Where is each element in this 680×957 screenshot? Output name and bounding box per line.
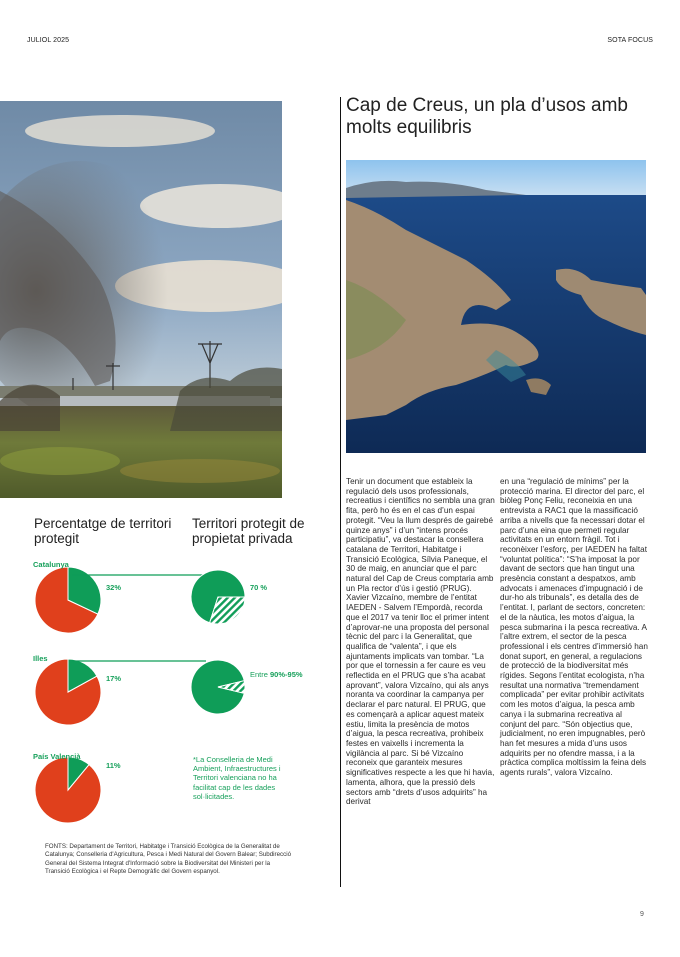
protected-pct-pais-valencia: 11% bbox=[106, 761, 121, 770]
private-pct-illes bbox=[250, 670, 303, 679]
protected-pct-catalunya: 32% bbox=[106, 583, 122, 592]
smoke-plume-photo bbox=[0, 101, 282, 498]
private-property-chart-title: Territori protegit de propietat privada bbox=[192, 516, 305, 546]
issue-date: JULIOL 2025 bbox=[27, 37, 70, 44]
private-pct-value: 90%-95% bbox=[270, 670, 303, 679]
protected-territory-chart-title: Percentatge de territori protegit bbox=[34, 516, 172, 546]
data-unavailable-note: *La Conselleria de Medi Ambient, Infraestructures i Territori valenciana no ha facilitat cap de les dades sol·licitades. bbox=[193, 755, 281, 801]
region-label-catalunya: Catalunya bbox=[33, 560, 69, 569]
private-pct-catalunya: 70 % bbox=[250, 583, 268, 592]
article-paragraph: en una “regulació de mínims” per la protecció marina. El director del parc, el biòleg Ponç Feliu, reconeixia en una entrevista a RAC1 que la massificació arriba a nivells que fa necessari dotar el parc d’una eina que permeti regular activitats en un entorn fràgil. Tot i reconèixer l’esforç, per IAEDEN ha faltat “voluntat política”: “S’ha imposat la por davant de sectors que han tingut una presència constant a despatxos, amb advocats i amenaces d’impugnació i de dur-ho als tribunals”, es detalla des de l’entitat. I, parlant de sectors, concreten: el de la nàutica, les motos d’aigua, la pesca submarina i la pesca recreativa. A l’altre extrem, el sector de la pesca professional i els centres d’immersió han donat suport, en general, a regulacions de protecció de la biodiversitat més rígides. Segons l’entitat ecologista, n’ha resultat una normativa “tremendament complicada” per evitar prohibir activitats com les motos d’aigua, la pesca amb canya i la submarina recreativa al conjunt del parc. “Són objectius que, judicialment, no eren impugnables, però han fet mesures a mida d’uns usos adquirits per no ofendre massa, i a la pràctica complica moltíssim la feina dels agents rurals”, valora Vizcaíno. bbox=[500, 477, 648, 778]
article-paragraph: Tenir un document que estableix la regulació dels usos professionals, recreatius i científics no sembla una gran fita, però ho és en el cas d’un espai protegit. “Veu la llum després de gairebé quinze anys” i d’un “intens procés participatiu”, va destacar la consellera catalana de Territori, Habitatge i Transició Ecològica, Sílvia Paneque, el 30 de maig, en anunciar que el parc natural del Cap de Creus comptaria amb un Pla rector d’ús i gestió (PRUG). Xavier Vizcaíno, membre de l’entitat IAEDEN - Salvem l’Empordà, recorda que el 2017 va tenir lloc el primer intent d’aprovar-ne una proposta del personal tècnic del parc i la Generalitat, que qualifica de “valenta”, i que els ajuntaments implicats van tombar. “La por que el tornessin a fer caure es veu reflectida en el PRUG que s’ha acabat aprovant”, valora Vizcaíno, qui als anys noranta va coordinar la campanya per declarar el parc natural. El PRUG, que es començarà a aplicar aquest mateix estiu, limita la presència de motos d’aigua, la pesca recreativa, prohibeix festes en vaixells i incrementa la vigilància al parc. Si bé Vizcaíno reconeix que garanteix mesures significatives respecte a les que hi havia, lamenta, alhora, que la pressió dels sectors amb “drets d’usos adquirits” ha derivat bbox=[346, 477, 495, 807]
article-title: Cap de Creus, un pla d’usos amb molts equilibris bbox=[346, 95, 628, 138]
pie-charts bbox=[0, 555, 340, 845]
article-body-column-2 bbox=[500, 477, 648, 778]
article-body-column-1 bbox=[346, 477, 496, 807]
sources-footnote: FONTS: Departament de Territori, Habitatge i Transició Ecològica de la Generalitat de Catalunya; Conselleria d'Agricultura, Pesca i Medi Natural del Govern Balear; Subdirecció General del Sistema Integrat d'Informació sobre la Biodiversitat del Ministeri per la Transició Ecològica i el Repte Demogràfic del Govern espanyol. bbox=[45, 843, 292, 876]
page-number: 9 bbox=[640, 911, 644, 918]
cap-de-creus-aerial-photo bbox=[346, 160, 646, 453]
region-label-pais-valencia: País Valencià bbox=[33, 752, 81, 761]
column-divider bbox=[340, 97, 341, 887]
protected-pct-illes: 17% bbox=[106, 674, 122, 683]
region-label-illes: Illes bbox=[33, 654, 48, 663]
private-pct-prefix: Entre bbox=[250, 670, 271, 679]
section-name: SOTA FOCUS bbox=[607, 37, 653, 44]
